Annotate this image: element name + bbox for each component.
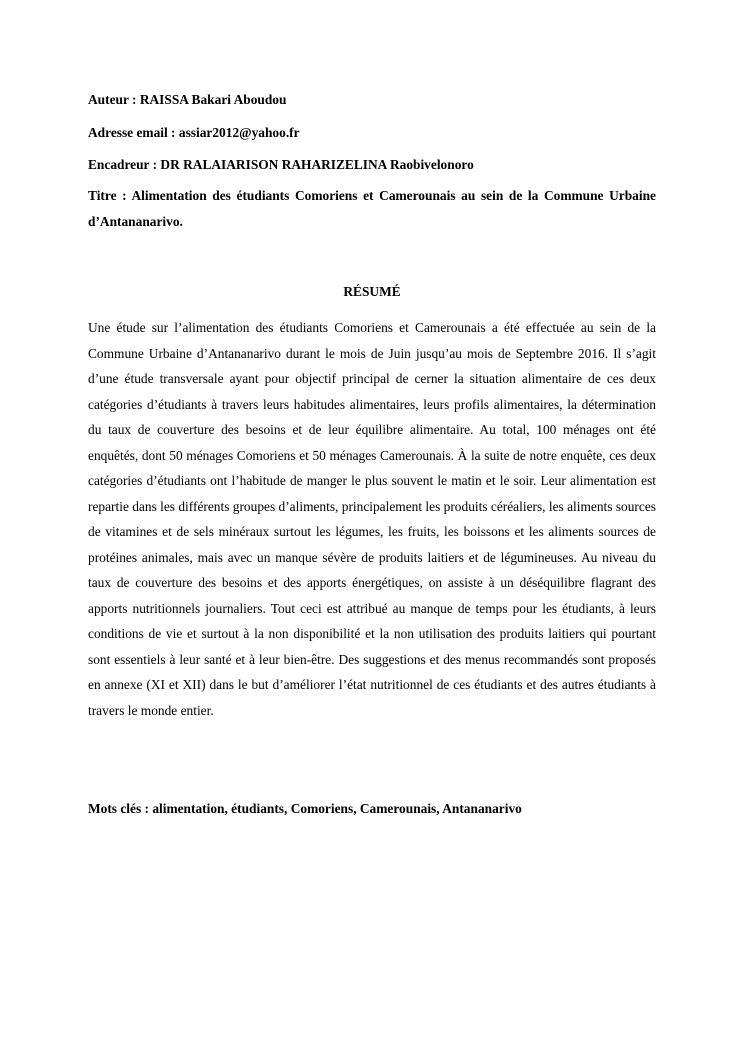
author-label: Auteur : bbox=[88, 92, 140, 107]
title-text: Alimentation des étudiants Comoriens et Camerounais au sein de la Commune Urbaine d’Antananarivo. bbox=[88, 188, 656, 229]
title-label: Titre : bbox=[88, 188, 132, 203]
keywords-list: alimentation, étudiants, Comoriens, Camerounais, Antananarivo bbox=[152, 801, 522, 816]
keywords-line bbox=[88, 796, 656, 822]
author-name: RAISSA Bakari Aboudou bbox=[139, 92, 287, 107]
email-label: Adresse email : bbox=[88, 125, 179, 140]
thesis-title bbox=[88, 183, 656, 234]
author-line bbox=[88, 87, 656, 113]
keywords-label: Mots clés : bbox=[88, 801, 153, 816]
section-heading: RÉSUMÉ bbox=[343, 284, 401, 299]
supervisor-label: Encadreur : bbox=[88, 157, 161, 172]
email-address: assiar2012@yahoo.fr bbox=[178, 125, 300, 140]
email-line bbox=[88, 120, 656, 146]
abstract-paragraph: Une étude sur l’alimentation des étudiants Comoriens et Camerounais a été effectuée au sein de la Commune Urbaine d’Antananarivo durant le mois de Juin jusqu’au mois de Septembre 2016. Il s’agit d’une étude transversale ayant pour objectif principal de cerner la situation alimentaire de ces deux catégories d’étudiants à travers leurs habitudes alimentaires, leurs profils alimentaires, la détermination du taux de couverture des besoins et de leur équilibre alimentaire. Au total, 100 ménages ont été enquêtés, dont 50 ménages Comoriens et 50 ménages Camerounais. À la suite de notre enquête, ces deux catégories d’étudiants ont l’habitude de manger le plus souvent le matin et le soir. Leur alimentation est repartie dans les différents groupes d’aliments, principalement les produits céréaliers, les aliments sources de vitamines et de sels minéraux surtout les légumes, les fruits, les boissons et les aliments sources de protéines animales, mais avec un manque sévère de produits laitiers et de légumineuses. Au niveau du taux de couverture des besoins et des apports énergétiques, on assiste à un déséquilibre flagrant des apports nutritionnels journaliers. Tout ceci est attribué au manque de temps pour les étudiants, à leurs conditions de vie et surtout à la non disponibilité et la non utilisation des produits laitiers qui pourtant sont essentiels à leur santé et à leur bien-être. Des suggestions et des menus recommandés sont proposés en annexe (XI et XII) dans le but d’améliorer l’état nutritionnel de ces étudiants et des autres étudiants à travers le monde entier. bbox=[88, 320, 656, 718]
supervisor-line bbox=[88, 152, 656, 178]
supervisor-name: DR RALAIARISON RAHARIZELINA Raobivelonoro bbox=[160, 157, 474, 172]
